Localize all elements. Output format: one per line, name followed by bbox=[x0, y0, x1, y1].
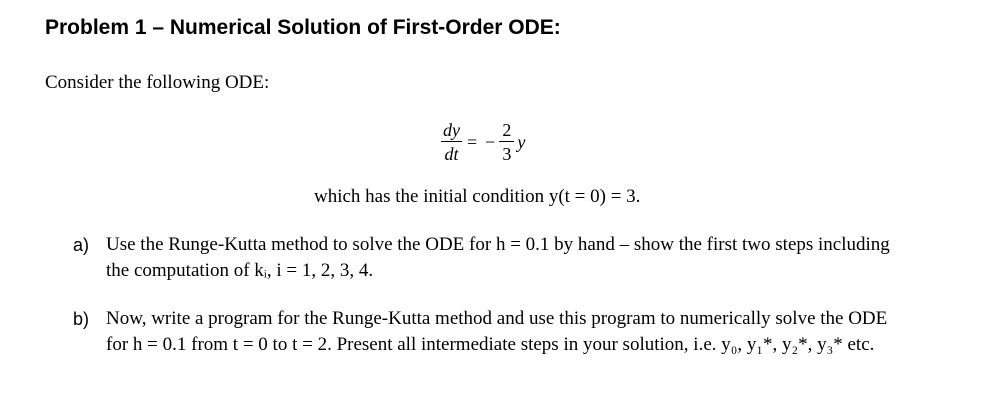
lhs-denominator: dt bbox=[441, 141, 461, 164]
lhs-numerator: dy bbox=[443, 120, 460, 140]
rhs-fraction bbox=[499, 120, 514, 164]
question-item-a bbox=[73, 232, 953, 286]
rhs-numerator: 2 bbox=[502, 120, 512, 140]
item-text bbox=[106, 306, 887, 358]
item-line: Use the Runge-Kutta method to solve the ODE for h = 0.1 by hand – show the first two steps including bbox=[106, 234, 890, 255]
item-line: the computation of kᵢ, i = 1, 2, 3, 4. bbox=[106, 260, 374, 281]
item-label: b) bbox=[73, 309, 90, 329]
item-text bbox=[106, 232, 890, 284]
minus-sign: − bbox=[485, 131, 496, 152]
item-label: a) bbox=[73, 235, 90, 255]
rhs-variable: y bbox=[517, 131, 526, 152]
question-item-b bbox=[73, 306, 953, 360]
equals-sign: = bbox=[467, 131, 478, 152]
intro-text: Consider the following ODE: bbox=[45, 72, 270, 93]
rhs-denominator: 3 bbox=[499, 141, 514, 164]
lhs-fraction bbox=[440, 120, 463, 164]
item-line: Now, write a program for the Runge-Kutta method and use this program to numerically solve the ODE bbox=[106, 308, 888, 329]
initial-condition: which has the initial condition y(t = 0) = 3. bbox=[314, 186, 641, 207]
problem-title: Problem 1 – Numerical Solution of First-Order ODE: bbox=[45, 16, 561, 39]
ode-equation bbox=[440, 113, 525, 171]
item-line: for h = 0.1 from t = 0 to t = 2. Present all intermediate steps in your solution, i.e. y₀, y₁*, y₂*, y₃* etc. bbox=[106, 334, 875, 355]
